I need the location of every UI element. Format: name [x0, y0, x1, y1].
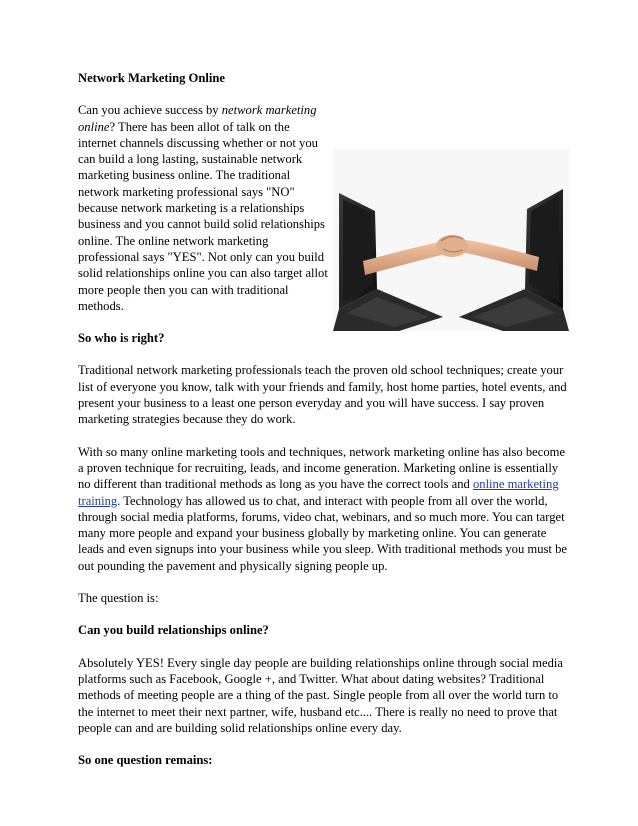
paragraph-online-tools: [78, 444, 568, 574]
para2-text-2: . Technology has allowed us to chat, and interact with people from all over the world, through social media platforms, forums, video chat, webinars, and so much more. You can target many more people and expand your business globally by marketing online. You can generate leads and even signups into your business while you sleep. With traditional methods you must be out pounding the pavement and physically signing people up.: [78, 493, 567, 573]
heading-build-relationships: Can you build relationships online?: [78, 623, 269, 638]
handshake-illustration: [333, 149, 569, 331]
article-title: Network Marketing Online: [78, 71, 225, 85]
para2-text-1: With so many online marketing tools and techniques, network marketing online has also become a proven technique for recruiting, leads, and income generation. Marketing online is essentially no different than traditional methods as long as you have the correct tools and: [78, 444, 566, 492]
intro-paragraph: [78, 102, 330, 314]
heading-one-question: So one question remains:: [78, 753, 213, 768]
paragraph-absolutely-yes: Absolutely YES! Every single day people are building relationships online through social media platforms such as Facebook, Google +, and Twitter. What about dating websites? Traditional methods of meeting people are a thing of the past. Single people from all over the world turn to the internet to meet their next partner, wife, husband etc.... There is really no need to prove that people can and are building solid relationships online every day.: [78, 655, 563, 735]
intro-section: [78, 102, 568, 314]
laptop-handshake-image: [333, 149, 569, 331]
paragraph-question: The question is:: [78, 591, 159, 606]
online-marketing-training-link[interactable]: online marketing training: [78, 477, 559, 508]
heading-who-is-right: So who is right?: [78, 331, 165, 346]
intro-italic: network marketing online: [78, 103, 317, 134]
paragraph-traditional: Traditional network marketing professionals teach the proven old school techniques; create your list of everyone you know, talk with your friends and family, host home parties, hotel events, and present your business to a least one person everyday and you will have success. I say proven marketing strategies because they do work.: [78, 363, 567, 427]
intro-text-1: Can you achieve success by: [78, 103, 222, 118]
intro-text-2: ? There has been allot of talk on the internet channels discussing whether or not you can build a long lasting, sustainable network marketing business online. The traditional network marketing professional says "NO" because network marketing is a relationships business and you cannot build solid relationships online. The online network marketing professional says "YES". Not only can you build solid relationships online you can also target allot more people then you can with traditional methods.: [78, 119, 328, 313]
article: [78, 70, 568, 784]
